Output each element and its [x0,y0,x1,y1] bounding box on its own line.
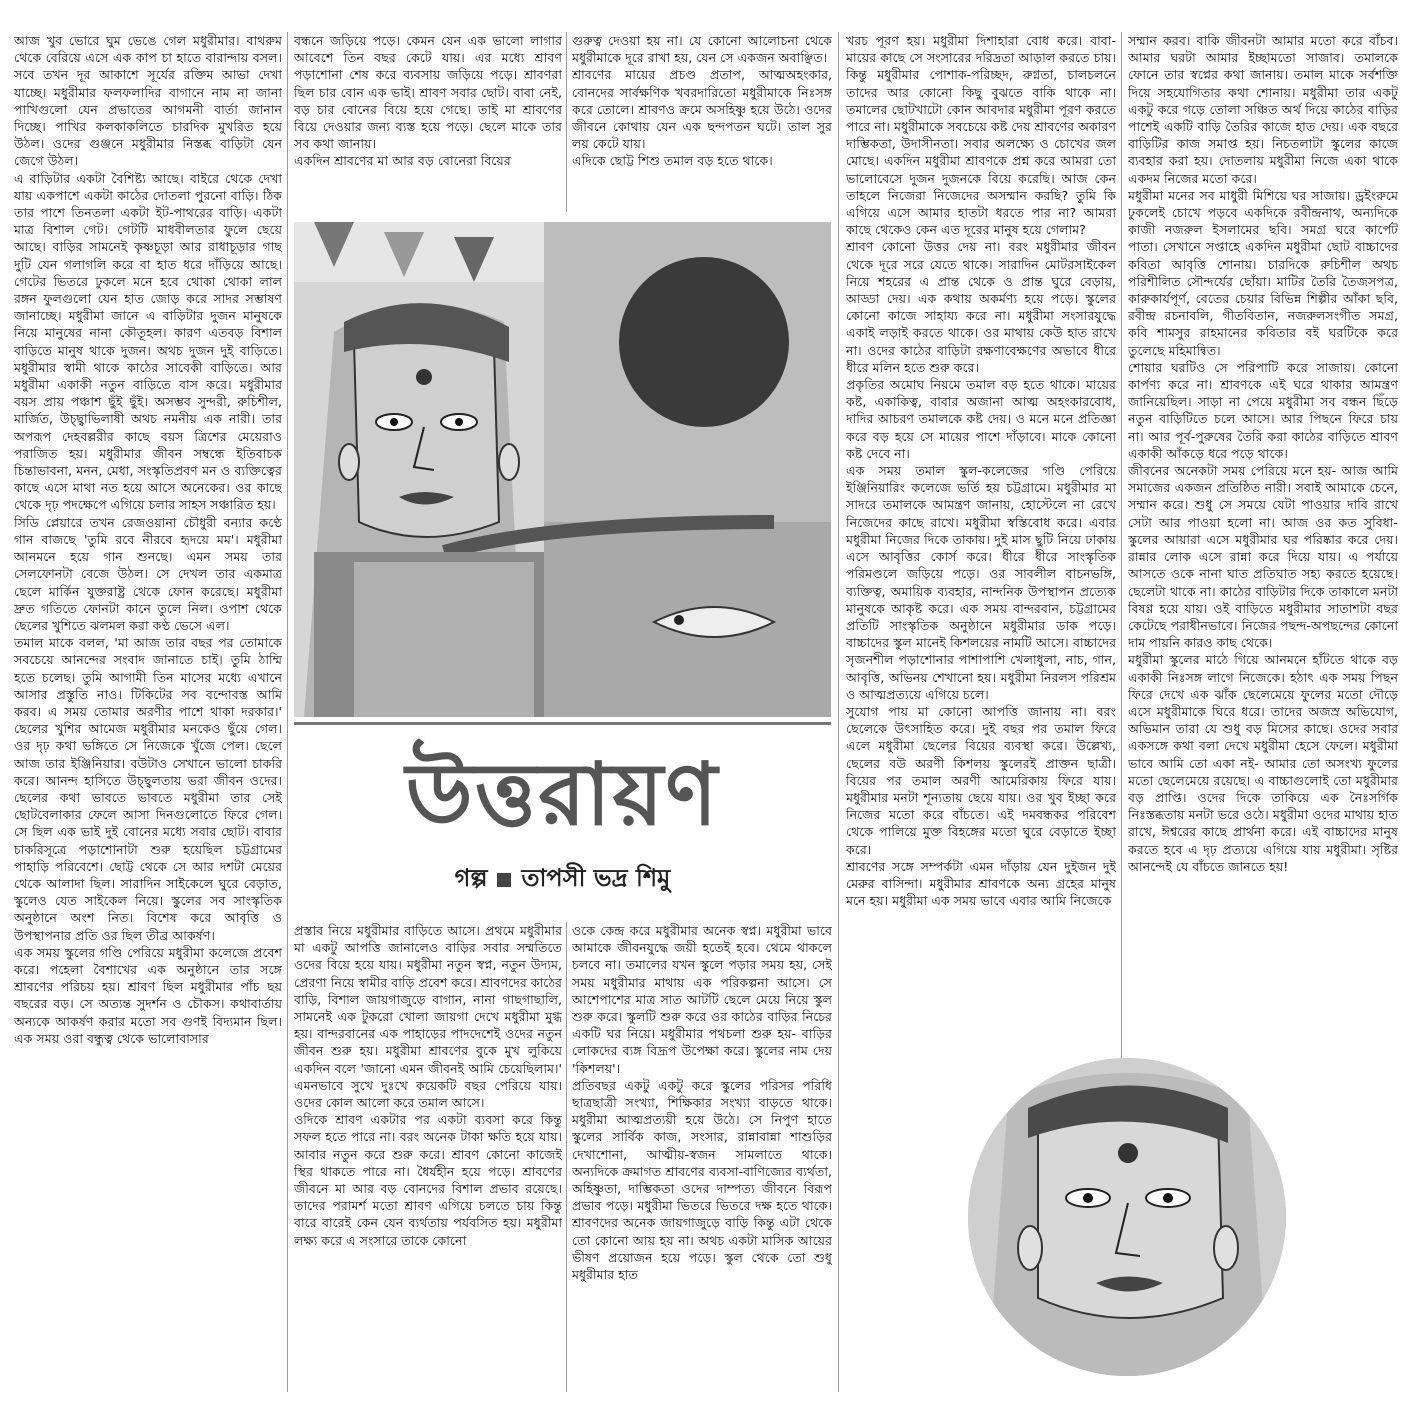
byline [294,860,831,900]
painting-svg [294,222,831,717]
column-divider [566,32,567,212]
article-column-3-bottom: ওকে কেন্দ্র করে মধুরীমার অনেক স্বপ্ন। মধুরীমা ভাবে আমাকে জীবনযুদ্ধে জয়ী হতেই হবে। থেমে থাকলে চলবে না। তমালের যখন স্কুলে পড়ার সময় হয়, সেই সময় মধুরীমার মাথায় এক পরিকল্পনা আসে। সে আশেপাশের মাত্র সাত আটটি ছেলে মেয়ে নিয়ে স্কুল শুরু করে। স্কুলটি শুরু করে ওর কাঠের বাড়ির নিচের একটি ঘর নিয়ে। মধুরীমার পথচলা শুরু হয়- বাড়ির লোকদের ব্যঙ্গ বিদ্রূপ উপেক্ষা করে। স্কুলের নাম দেয় 'কিশলয়'। প্রতিবছর একটু একটু করে স্কুলের পরিসর পরিধি ছাত্রছাত্রী সংখ্যা, শিক্ষিকার সংখ্যা বাড়তে থাকে। মধুরীমা আত্মপ্রত্যয়ী হয়ে উঠে। সে নিপুণ হাতে স্কুলের সার্বিক কাজ, সংসার, রান্নাবান্না শাশুড়ির দেখাশোনা, আত্মীয়-স্বজন সামলাতে থাকে। অন্যদিকে ক্রমাগত শ্রাবণের ব্যবসা-বাণিজ্যের ব্যর্থতা, অহিষ্ণুতা, দাম্ভিকতা ওদের দাম্পত্য জীবনে বিরূপ প্রভাব পড়ে। মধুরীমা ভিতরে ভিতরে দক্ষ হতে থাকে। শ্রাবণদের অনেক জায়গাজুড়ে বাড়ি কিন্তু এটা থেকে তো কোনো আয় হয় না। অথচ একটা মাসিক আয়ের ভীষণ প্রয়োজন হয়ে পড়ে। স্কুল থেকে তো শুধু মধুরীমার হাত [572,923,832,1283]
article-column-3-top: গুরুত্ব দেওয়া হয় না। যে কোনো আলোচনা থেকে মধুরীমাকে দূরে রাখা হয়, যেন সে একজন অবাঞ্ছিত। শ্রাবণের মায়ের প্রচণ্ড প্রতাপ, আত্মঅহংকার, বোনদের সার্বক্ষণিক খবরদারিতো মধুরীমাকে নিঃসঙ্গ করে তোলে। শ্রাবণও ক্রমে অসহিষ্ণু হয়ে উঠে। ওদের জীবনে কোথায় যেন এক ছন্দপতন ঘটে। তাল সুর লয় কেটে যায়। এদিকে ছোট্ট শিশু তমাল বড় হতে থাকে। [572,33,832,169]
article-column-5: সম্মান করব। বাকি জীবনটা আমার মতো করে বাঁচব। আমার ঘরটা আমার ইচ্ছামতো সাজাব। তমালকে ফোনে তার স্বপ্নের কথা জানায়। তমাল মাকে সর্বশক্তি দিয়ে সহযোগিতার কথা শোনায়। মধুরীমা তার একটু একটু করে গড়ে তোলা সঞ্চিত অর্থ দিয়ে কাঠের বাড়ির পাশেই একটি বাড়ি তৈরির কাজে হাত দেয়। এক বছরে বাড়িটির কাজ সমাপ্ত হয়। নিচতলাটা স্কুলের কাজে ব্যবহার করা হয়। দোতলায় মধুরীমা নিজে একা থাকে একদম নিজের মতো করে। মধুরীমা মনের সব মাধুরী মিশিয়ে ঘর সাজায়। ড্রইংরুমে ঢুকলেই চোখে পড়বে একদিকে রবীন্দ্রনাথ, অন্যদিকে কাজী নজরুল ইসলামের ছবি। সমগ্র ঘরে কার্পেট পাতা। সেখানে সপ্তাহে একদিন মধুরীমা ছোট বাচ্চাদের কবিতা আবৃত্তি শোনায়। চারদিকে রুচিশীল অথচ পরিশীলিত সৌন্দর্যের ছোঁয়া। মাটির তৈরি তৈজসপত্র, কারুকার্যপূর্ণ, বেতের চেয়ার বিভিন্ন শিল্পীর আঁকা ছবি, রবীন্দ্র রচনাবলি, গীতবিতান, নজরুলসংগীত সমগ্র, কবি শামসুর রাহমানের কবিতার বই ঘরটিকে করে তুলেছে মহিমান্বিত। শোয়ার ঘরটিও সে পরিপাটি করে সাজায়। কোনো কার্পণ্য করে না। শ্রাবণকে এই ঘরে থাকার আমন্ত্রণ জানিয়েছিল। সাড়া না পেয়ে মধুরীমা সব বন্ধন ছিঁড়ে নতুন বাড়িটিতে চলে আসে। আর পিছনে ফিরে চায় না। আর পূর্ব-পুরুষের তৈরি করা কাঠের বাড়িতে শ্রাবণ একাকী আঁকড়ে ধরে পড়ে থাকে। জীবনের অনেকটা সময় পেরিয়ে মনে হয়- আজ আমি সমাজের একজন প্রতিষ্ঠিত নারী। সবাই আমাকে চেনে, সম্মান করে। শুধু সে সময়ে যেটা পাওয়ার দাবি রাখে সেটা আর পাওয়া হলো না। আজ ওর কত সুবিধা-স্কুলের আয়ারা এসে মধুরীমার ঘর পরিষ্কার করে দেয়। রান্নার লোক এসে রান্না করে দিয়ে যায়। এ পর্যায়ে আসতে ওকে নানা ঘাত প্রতিঘাত সহ্য করতে হয়েছে। ছেলেটা থাকে না। কাঠের বাড়িটার দিকে তাকালে মনটা বিষণ্ণ হয়ে যায়। ওই বাড়িতে মধুরীমার সাতাশটা বছর কেটেছে পরাধীনভাবে। নিজের পছন্দ-অপছন্দের কোনো দাম পায়নি কারও কাছ থেকে। মধুরীমা স্কুলের মাঠে গিয়ে আনমনে হাঁটতে থাকে বড় একাকী নিঃসঙ্গ লাগে নিজেকে। হঠাৎ এক সময় পিছন ফিরে দেখে এক ঝাঁক ছেলেমেয়ে ফুলের মতো দৌড়ে এসে মধুরীমাকে ঘিরে ধরে। তাদের অজস্র অভিযোগ, অভিমান তারা যে শুধু বড় মিসের কাছে। ওদের সবার একসঙ্গে কথা বলা দেখে মধুরীমা হেসে ফেলে। মধুরীমা ভাবে আমি তো একা নই- আমার তো অসংখ্য ফুলের মতো ছেলেমেয়ে রয়েছে। এ বাচ্চাগুলোই তো মধুরীমার বড় প্রাপ্তি। ওদের দিকে তাকিয়ে এক নৈঃসর্গিক নিঃস্তব্ধতায় মনটা ভরে ওঠে। মধুরীমা ওদের মাথায় হাত রাখে, ঈশ্বরের কাছে প্রার্থনা করে। এই বাচ্চাদের মানুষ করতে হবে এ দৃঢ় প্রত্যয়ে এগিয়ে যায় মধুরীমা। সৃষ্টির আনন্দেই যে বাঁচতে জানতে হয়! [1128,33,1398,874]
article-column-2-bottom: প্রস্তাব নিয়ে মধুরীমার বাড়িতে আসে। প্রথমে মধুরীমার মা একটু আপত্তি জানালেও বাড়ির সবার সম্মতিতে ওদের বিয়ে হয়ে যায়। মধুরীমা নতুন স্বপ্ন, নতুন উদ্যম, প্রেরণা নিয়ে স্বামীর বাড়ি প্রবেশ করে। শ্রাবণদের কাঠের বাড়ি, বিশাল জায়গাজুড়ে বাগান, নানা গাছগাছালি, সামনেই এক টুকরো খোলা জায়গা দেখে মধুরীমা মুগ্ধ হয়। বান্দরবানের এক পাহাড়ের পাদদেশেই ওদের নতুন জীবন শুরু হয়। মধুরীমা শ্রাবণের বুকে মুখ লুকিয়ে একদিন বলে 'জানো এমন জীবনই আমি চেয়েছিলাম।' এমনভাবে সুখে দুঃখে কয়েকটি বছর পেরিয়ে যায়। ওদের কোল আলো করে তমাল আসে। ওদিকে শ্রাবণ একটার পর একটা ব্যবসা করে কিন্তু সফল হতে পারে না। বরং অনেক টাকা ক্ষতি হয়ে যায়। আবার নতুন করে শুরু করে। শ্রাবণ কোনো কাজেই স্থির থাকতে পারে না। ধৈর্যহীন হয়ে পড়ে। শ্রাবণের জীবনে মা আর বড় বোনদের বিশাল প্রভাব রয়েছে। তাদের পরামর্শ মতো শ্রাবণ এগিয়ে চলতে চায় কিন্তু বারে বারেই কেন যেন ব্যর্থতায় পর্যবসিত হয়। মধুরীমা লক্ষ্য করে এ সংসারে তাকে কোনো [294,923,562,1248]
column-divider [566,922,567,1392]
separator-square-icon [497,873,511,887]
column-divider [838,32,839,1392]
inset-portrait-svg [968,1058,1286,1376]
author-name: তাপসী ভদ্র শিমু [521,863,671,892]
illustration-woman-painting [294,222,831,717]
story-title: উত্তরায়ণ [405,744,720,845]
article-column-1: আজ খুব ভোরে ঘুম ভেঙে গেল মধুরীমার। বাথরুম থেকে বেরিয়ে এসে এক কাপ চা হাতে বারান্দায় বসল। সবে তখন দূর আকাশে সূর্যের রক্তিম আভা দেখা যাচ্ছে। মধুরীমার ফলফলাদির বাগানে নাম না জানা পাখিগুলো যেন প্রভাতের আগমনী বার্তা জানান দিচ্ছে। পাখির কলকাকলিতে চারদিক মুখরিত হয়ে উঠল। ওদের গুঞ্জনে মধুরীমার নিস্তব্ধ বাড়িটা যেন জেগে উঠল। এ বাড়িটার একটা বৈশিষ্ট্য আছে। বাইরে থেকে দেখা যায় একপাশে একটা কাঠের দোতলা পুরনো বাড়ি। ঠিক তার পাশে তিনতলা একটা ইট-পাথরের বাড়ি। একটা মাত্র বিশাল গেট। গেটটি মাধবীলতার ফুলে ছেয়ে আছে। বাড়ির সামনেই কৃষ্ণচূড়া আর রাধাচূড়ার গাছ দুটি যেন গলাগলি করে বা হাত ধরে দাঁড়িয়ে আছে। গেটের ভিতরে ঢুকলে মনে হবে থোকা থোকা লাল রঙ্গন ফুলগুলো যেন হাত জোড় করে সাদর সম্ভাষণ জানাচ্ছে। মধুরীমা জানে এ বাড়িটার দুজন মানুষকে নিয়ে মানুষের নানা কৌতূহল। কারণ এতবড় বিশাল বাড়িতে মানুষ থাকে দুজন। অথচ দুজন দুই বাড়িতে। মধুরীমার স্বামী থাকে কাঠের সাবেকী বাড়িতে। আর মধুরীমা একাকী নতুন বাড়িতে বাস করে। মধুরীমার বয়স প্রায় পঞ্চাশ ছুঁই ছুঁই। অসম্ভব সুন্দরী, রুচিশীল, মার্জিত, উচ্ছ্বাভিলাষী অথচ নমনীয় এক নারী। তার অপরূপ দেহবল্লরীর কাছে বয়স ত্রিশের মেয়েরাও পরাজিত হয়। মধুরীমার জীবন সম্বন্ধে ইতিবাচক চিন্তাভাবনা, মনন, মেধা, সংস্কৃতিপ্রবণ মন ও ব্যক্তিত্বের কাছে এসে মাথা নত হয়ে আসে অনেকের। ওর কাছে থেকে দৃঢ় পদক্ষেপে এগিয়ে চলার সাহস সঞ্চারিত হয়। সিডি প্লেয়ারে তখন রেজওয়ানা চৌধুরী বন্যার কণ্ঠে গান বাজছে 'তুমি রবে নীরবে হৃদয়ে মম'। মধুরীমা আনমনে হয়ে গান শুনছে। এমন সময় তার সেলফোনটা বেজে উঠল। সে দেখল তার একমাত্র ছেলে মার্কিন যুক্তরাষ্ট্র থেকে ফোন করেছে। মধুরীমা দ্রুত গতিতে ফোনটা কানে তুলে নিল। ওপাশ থেকে ছেলের খুশিতে ঝলমল করা কণ্ঠ ভেসে এল। তমাল মাকে বলল, 'মা আজ তার বছর পর তোমাকে সবচেয়ে আনন্দের সংবাদ জানাতে চাই। তুমি ঠাম্মি হতে চলেছ। তুমি আগামী তিন মাসের মধ্যে এখানে আসার প্রস্তুতি নাও। টিকিটের সব বন্দোবস্ত আমি করব। এ সময় তোমার অরণীর পাশে থাকা দরকার।' ছেলের খুশির আমেজ মধুরীমার মনকেও ছুঁয়ে গেল। ওর দৃঢ় কথা ভঙ্গিতে সে নিজেকে খুঁজে পেল। ছেলে আজ তার ইঞ্জিনিয়ার। বউটাও সেখানে ভালো চাকরি করে। আনন্দ হাসিতে উচ্ছ্বলতায় ভরা জীবন ওদের। ছেলের কথা ভাবতে ভাবতে মধুরীমা তার সেই ছোটবেলাকার ফেলে আসা দিনগুলোতে ফিরে গেল। সে ছিল এক ভাই দুই বোনের মধ্যে সবার ছোট। বাবার চাকরিসূত্রে পড়াশোনাটা শুরু হয়েছিল চট্টগ্রামের পাহাড়ি পরিবেশে। ছোট্ট থেকে সে আর দশটা মেয়ের থেকে আলাদা ছিল। সারাদিন সাইকেলে ঘুরে বেড়াত, স্কুলেও যেত সাইকেল নিয়ে। স্কুলের সব সাংস্কৃতিক অনুষ্ঠানে অংশ নিত। বিশেষ করে আবৃত্তি ও উপস্থাপনার প্রতি ওর ছিল তীব্র আকর্ষণ। এক সময় স্কুলের গণ্ডি পেরিয়ে মধুরীমা কলেজে প্রবেশ করে। পহেলা বৈশাখের এক অনুষ্ঠানে তার সঙ্গে শ্রাবণের পরিচয় হয়। শ্রাবণ ছিল মধুরীমার পাঁচ ছয় বছরের বড়। সে অত্যন্ত সুদর্শন ও চৌকস। কথাবার্তায় অন্যকে আকর্ষণ করার মতো সব গুণই বিদ্যমান ছিল। এক সময় ওরা বন্ধুত্ব থেকে ভালোবাসার [14,33,282,1046]
column-divider [287,32,288,1392]
inset-portrait-circle [968,1058,1286,1376]
genre-label: গল্প [454,863,488,892]
column-divider [1121,32,1122,1082]
article-column-2-top: বন্ধনে জড়িয়ে পড়ে। কেমন যেন এক ভালো লাগার আবেশে তিন বছর কেটে যায়। এর মধ্যে শ্রাবণ পড়াশোনা শেষ করে ব্যবসায় জড়িয়ে পড়ে। শ্রাবণরা ছিল চার বোন এক ভাই। শ্রাবণ সবার ছোট। বাবা নেই, বড় চার বোনের বিয়ে হয়ে গেছে। তাই মা শ্রাবণের বিয়ে দেওয়ার জন্য ব্যস্ত হয়ে পড়ে। ছেলে মাকে তার সব কথা জানায়। একদিন শ্রাবণের মা আর বড় বোনেরা বিয়ের [294,33,562,169]
article-column-4: খরচ পূরণ হয়। মধুরীমা দিশাহারা বোধ করে। বাবা-মায়ের কাছে সে সংসারের দরিদ্রতা আড়াল করতে চায়। কিন্তু মধুরীমার পোশাক-পরিচ্ছদ, রুগ্নতা, চালচলনে তাদের আর কোনো কিছু বুঝতে বাকি থাকে না। তমালের ছোটখাটো কোন আবদার মধুরীমা পূরণ করতে পারে না। মধুরীমাকে সবচেয়ে কষ্ট দেয় শ্রাবণের অকারণ দাম্ভিকতা, উদাসীনতা। সবার অলক্ষ্যে ও চোখের জল মোছে। একদিন মধুরীমা শ্রাবণকে প্রশ্ন করে আমরা তো ভালোবেসে দুজন দুজনকে বিয়ে করেছি। আজ কেন তাহলে নিজেরা নিজেদের অসম্মান করছি? তুমি কি এগিয়ে এসে আমার হাতটা ধরতে পার না? আমরা কাছে থেকেও কেন এত দূরের মানুষ হয়ে গেলাম? শ্রাবণ কোনো উত্তর দেয় না। বরং মধুরীমার জীবন থেকে দূরে সরে যেতে থাকে। সারাদিন মোটরসাইকেল নিয়ে শহরের এ প্রান্ত থেকে ও প্রান্ত ঘুরে বেড়ায়, আড্ডা দেয়। এক কথায় অকর্মণ্য হয়ে পড়ে। স্কুলের কোনো কাজে সাহায্য করে না। মধুরীমা সংসারযুদ্ধে একাই লড়াই করতে থাকে। ওর মাথায় কেউ হাত রাখে না। ওদের কাঠের বাড়িটা রক্ষণাবেক্ষণের অভাবে ধীরে ধীরে মলিন হতে শুরু করে। প্রকৃতির অমোঘ নিয়মে তমাল বড় হতে থাকে। মায়ের কষ্ট, একাকিত্ব, বাবার অজানা আত্ম অহংকারবোধ, দাদির আচরণ তমালকে কষ্ট দেয়। ও মনে মনে প্রতিজ্ঞা করে বড় হয়ে সে মায়ের পাশে দাঁড়াবে। মাকে কোনো কষ্ট দেবে না। এক সময় তমাল স্কুল-কলেজের গণ্ডি পেরিয়ে ইঞ্জিনিয়ারিং কলেজে ভর্তি হয় চট্টগ্রামে। মধুরীমার মা সাদরে তমালকে আমন্ত্রণ জানায়, হোস্টেলে না রেখে নিজেদের কাছে রাখে। মধুরীমা স্বস্তিবোধ করে। এবার মধুরীমা নিজের দিকে তাকায়। দুই মাস ছুটি নিয়ে ঢাকায় এসে আবৃত্তির কোর্স করে। ধীরে ধীরে সাংস্কৃতিক পরিমণ্ডলে জড়িয়ে পড়ে। ওর সাবলীল বাচনভঙ্গি, ব্যক্তিত্ব, অমায়িক ব্যবহার, নান্দনিক উপস্থাপন প্রত্যেক মানুষকে আকৃষ্ট করে। এক সময় বান্দরবান, চট্টগ্রামের প্রতিটি সাংস্কৃতিক অনুষ্ঠানে মধুরীমার ডাক পড়ে। বাচ্চাদের স্কুল মানেই কিশলয়ের নামটি আসে। বাচ্চাদের সৃজনশীল পড়াশোনার পাশাপাশি খেলাধুলা, নাচ, গান, আবৃত্তি, অভিনয় শেখানো হয়। মধুরীমা নিরলস পরিশ্রম ও আত্মপ্রত্যয়ে এগিয়ে চলে। সুযোগ পায় মা কোনো আপত্তি জানায় না। বরং ছেলেকে উৎসাহিত করে। দুই বছর পর তমাল ফিরে এলে মধুরীমা ছেলের বিয়ের ব্যবস্থা করে। উল্লেখ্য, ছেলের বউ অরণী কিশলয় স্কুলেরই প্রাক্তন ছাত্রী। বিয়ের পর তমাল অরণী আমেরিকায় ফিরে যায়। মধুরীমার মনটা শূন্যতায় ছেয়ে যায়। ওর খুব ইচ্ছা করে নিজের মতো করে বাঁচতে। এই দমবন্ধকর পরিবেশ থেকে পালিয়ে মুক্ত বিহঙ্গের মতো ঘুরে বেড়াতে ইচ্ছা করে। শ্রাবণের সঙ্গে সম্পর্কটা এমন দাঁড়ায় যেন দুইজন দুই মেরুর বাসিন্দা। মধুরীমার শ্রাবণকে অন্য গ্রহের মানুষ মনে হয়। মধুরীমা এক সময় ভাবে এবার আমি নিজেকে [846,33,1116,909]
horizontal-rule [294,722,831,725]
